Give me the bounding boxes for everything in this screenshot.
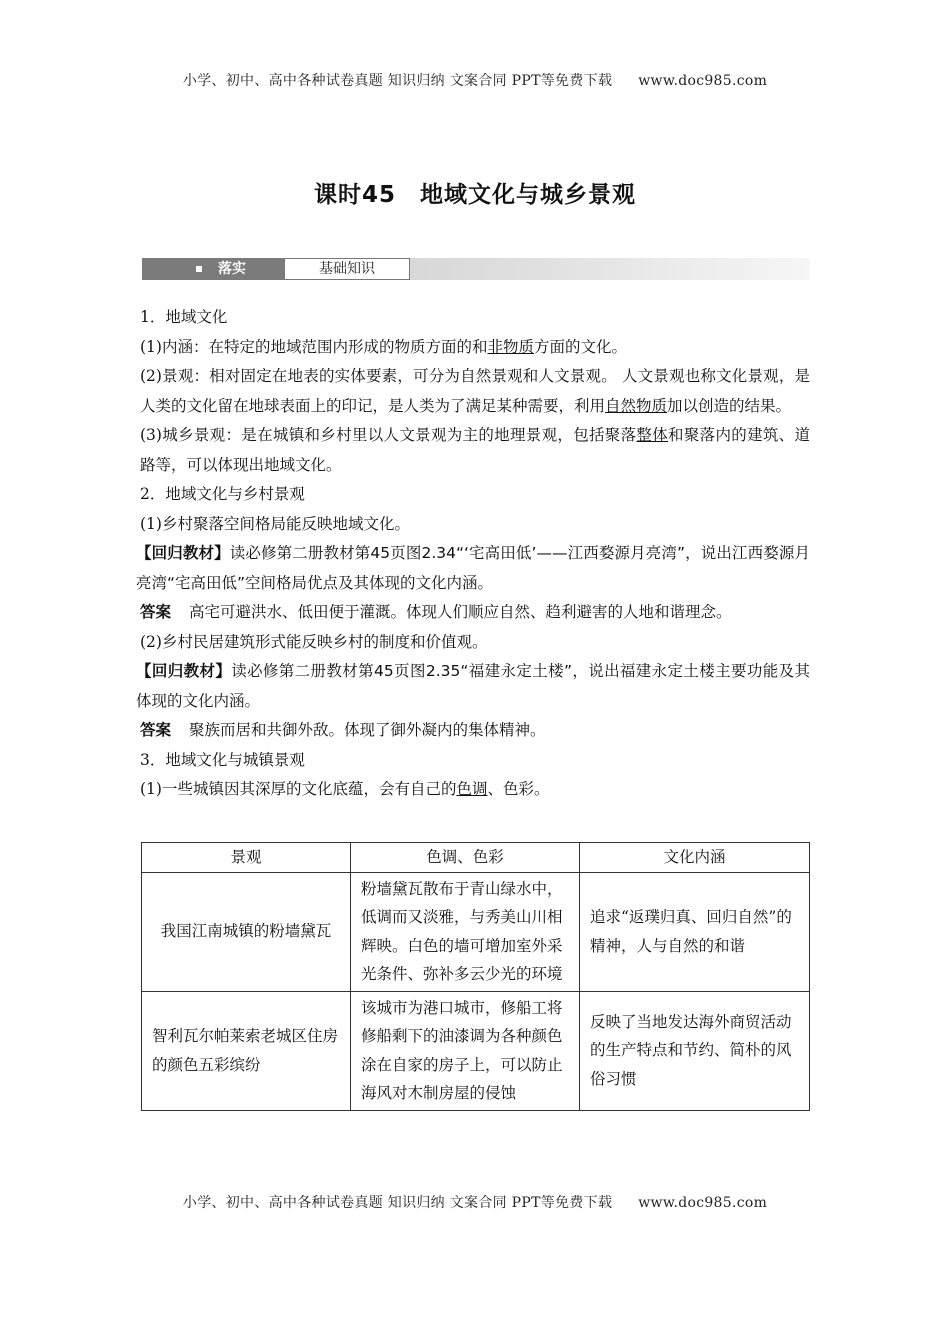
table-cell-meaning: 追求“返璞归真、回归自然”的精神，人与自然的和谐: [580, 872, 810, 991]
s2-paragraph-1: (1)乡村聚落空间格局能反映地域文化。: [140, 514, 410, 533]
page-title: 课时45 地域文化与城乡景观: [313, 182, 636, 208]
section-banner: [142, 258, 810, 280]
s2-paragraph-2: (2)乡村民居建筑形式能反映乡村的制度和价值观。: [140, 632, 488, 651]
footer-text: 小学、初中、高中各种试卷真题 知识归纳 文案合同 PPT等免费下载: [182, 1195, 613, 1211]
page-footer: [0, 1192, 950, 1212]
header-text: 小学、初中、高中各种试卷真题 知识归纳 文案合同 PPT等免费下载: [182, 73, 613, 89]
table-header-cell: 文化内涵: [580, 843, 810, 873]
table-cell-color: 粉墙黛瓦散布于青山绿水中，低调而又淡雅，与秀美山川相辉映。白色的墙可增加室外采光条件、弥补多云少光的环境: [351, 872, 580, 991]
question-tag: 【回归教材】: [136, 544, 230, 562]
question-text: 读必修第二册教材第45页图2.35“福建永定土楼”，说出福建永定土楼主要功能及其体现的文化内涵。: [136, 662, 810, 710]
textbook-question-2: [136, 657, 810, 716]
textbook-question-1: [136, 539, 810, 598]
question-tag: 【回归教材】: [136, 662, 232, 680]
banner-tag: [142, 258, 284, 280]
banner-right-label: 基础知识: [284, 258, 410, 280]
table-cell-meaning: 反映了当地发达海外商贸活动的生产特点和节约、简朴的风俗习惯: [580, 991, 810, 1110]
s1-paragraph-2: (2)景观：相对固定在地表的实体要素，可分为自然景观和人文景观。 人文景观也称文化景观，是人类的文化留在地球表面上的印记，是人类为了满足某种需要，利用自然物质加以创造的结果。: [140, 367, 810, 415]
section-3-heading: 3．地域文化与城镇景观: [140, 750, 305, 769]
table-header-cell: 色调、色彩: [351, 843, 580, 873]
answer-2: [140, 716, 810, 746]
table-header-cell: 景观: [142, 843, 351, 873]
answer-text: 聚族而居和共御外敌。体现了御外凝内的集体精神。: [189, 721, 546, 739]
table-row: [142, 872, 810, 991]
s1-paragraph-3: (3)城乡景观：是在城镇和乡村里以人文景观为主的地理景观，包括聚落整体和聚落内的建筑、道路等，可以体现出地域文化。: [140, 426, 810, 474]
answer-label: 答案: [140, 721, 172, 739]
section-2-heading: 2．地域文化与乡村景观: [140, 485, 305, 503]
answer-text: 高宅可避洪水、低田便于灌溉。体现人们顺应自然、趋利避害的人地和谐理念。: [189, 603, 732, 621]
table-header-row: [142, 843, 810, 873]
table-cell-landscape: 我国江南城镇的粉墙黛瓦: [142, 872, 351, 991]
table-cell-landscape: 智利瓦尔帕莱索老城区住房的颜色五彩缤纷: [142, 991, 351, 1110]
s3-paragraph-1: (1)一些城镇因其深厚的文化底蕴，会有自己的色调、色彩。: [140, 780, 550, 798]
answer-label: 答案: [140, 603, 172, 621]
page-header: [0, 70, 950, 90]
header-url[interactable]: www.doc985.com: [638, 73, 768, 89]
answer-1: [140, 598, 810, 628]
square-bullet-icon: [196, 266, 202, 272]
main-content: [136, 303, 810, 805]
question-text: 读必修第二册教材第45页图2.34“‘宅高田低’——江西婺源月亮湾”，说出江西婺源月亮湾“宅高田低”空间格局优点及其体现的文化内涵。: [136, 544, 810, 592]
table-cell-color: 该城市为港口城市，修船工将修船剩下的油漆调为各种颜色涂在自家的房子上，可以防止海风对木制房屋的侵蚀: [351, 991, 580, 1110]
s1-paragraph-1: (1)内涵：在特定的地域范围内形成的物质方面的和非物质方面的文化。: [140, 337, 627, 356]
table-row: [142, 991, 810, 1110]
landscape-table: [141, 842, 810, 1111]
banner-left-label: 落实: [218, 261, 246, 277]
footer-url[interactable]: www.doc985.com: [638, 1195, 768, 1211]
section-1-heading: 1．地域文化: [140, 308, 228, 326]
